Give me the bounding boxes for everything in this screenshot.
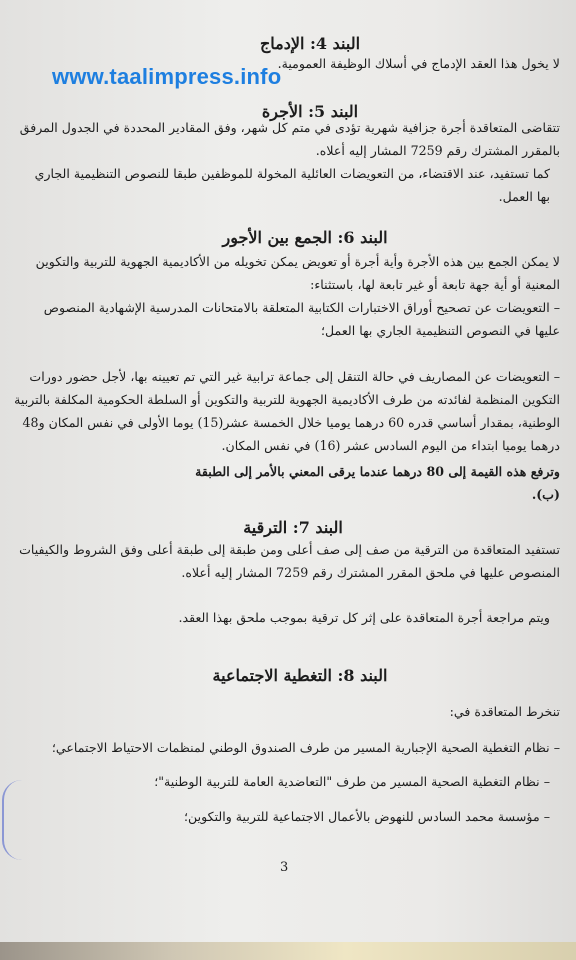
- clause-8-item-3: – مؤسسة محمد السادس للنهوض بالأعمال الاجتماعية للتربية والتكوين؛: [184, 809, 550, 824]
- watermark-url: www.taalimpress.info: [52, 64, 282, 89]
- clause-6-intro: لا يمكن الجمع بين هذه الأجرة وأية أجرة أو تعويض يمكن تخويله من الأكاديمية الجهوية للتربية والتكوين المعنية أو أية جهة تابعة أو غير تابعة لها، باستثناء:: [35, 254, 560, 292]
- clause-4-heading: البند 4: الإدماج: [259, 34, 361, 53]
- clause-7-heading: البند 7: الترقية: [243, 518, 343, 537]
- clause-6-exception-1: – التعويضات عن تصحيح أوراق الاختبارات الكتابية المتعلقة بالامتحانات المدرسية الإشهادية المنصوص عليها في النصوص التنظيمية الجاري بها العمل؛: [43, 300, 560, 338]
- clause-6-heading: البند 6: الجمع بين الأجور: [222, 228, 388, 247]
- page-edge-background: [0, 942, 576, 960]
- clause-5-paragraph-2: كما تستفيد، عند الاقتضاء، من التعويضات العائلية المخولة للموظفين طبقا للنصوص التنظيمية الجاري بها العمل.: [34, 166, 550, 204]
- handwritten-signature: [2, 780, 44, 860]
- clause-5-paragraph-1: تتقاضى المتعاقدة أجرة جزافية شهرية تؤدى في متم كل شهر، وفق المقادير المحددة في الجدول المرفق بالمقرر المشترك رقم 7259 المشار إليه أعلاه.: [19, 120, 560, 158]
- clause-6-exception-2: – التعويضات عن المصاريف في حالة التنقل إلى جماعة ترابية غير التي تم تعيينه بها، لأجل حضور دورات التكوين المنظمة لفائدته من طرف الأكاديمية الجهوية للتربية والتكوين أو السلطة الحكومية المكلفة بالتربية الوطنية، بمقدار أساسي قدره 60 درهما يوميا خلال الخمسة عشر(15) يوما الأولى في نفس المكان و48 درهما يوميا ابتداء من اليوم السادس عشر (16) في نفس المكان.: [14, 369, 560, 453]
- clause-8-item-1: – نظام التغطية الصحية الإجبارية المسير من طرف الصندوق الوطني لمنظمات الاحتياط الاجتماعي؛: [51, 740, 560, 755]
- clause-6-note: وترفع هذه القيمة إلى 80 درهما عندما يرقى المعني بالأمر إلى الطبقة (ب).: [195, 464, 560, 502]
- clause-5-heading: البند 5: الأجرة: [261, 102, 359, 121]
- clause-8-item-2: – نظام التغطية الصحية المسير من طرف "التعاضدية العامة للتربية الوطنية"؛: [154, 774, 550, 789]
- clause-7-paragraph-1: تستفيد المتعاقدة من الترقية من صف إلى صف أعلى ومن طبقة إلى طبقة أعلى وفق الشروط والكيفيات المنصوص عليها في ملحق المقرر المشترك رقم 7259 المشار إليه أعلاه.: [19, 542, 560, 580]
- page-number: 3: [280, 860, 289, 875]
- clause-8-intro: تنخرط المتعاقدة في:: [449, 704, 560, 719]
- clause-8-heading: البند 8: التغطية الاجتماعية: [212, 666, 388, 685]
- clause-4-text: لا يخول هذا العقد الإدماج في أسلاك الوظيفة العمومية.: [277, 56, 560, 71]
- clause-7-paragraph-2: ويتم مراجعة أجرة المتعاقدة على إثر كل ترقية بموجب ملحق بهذا العقد.: [178, 610, 550, 625]
